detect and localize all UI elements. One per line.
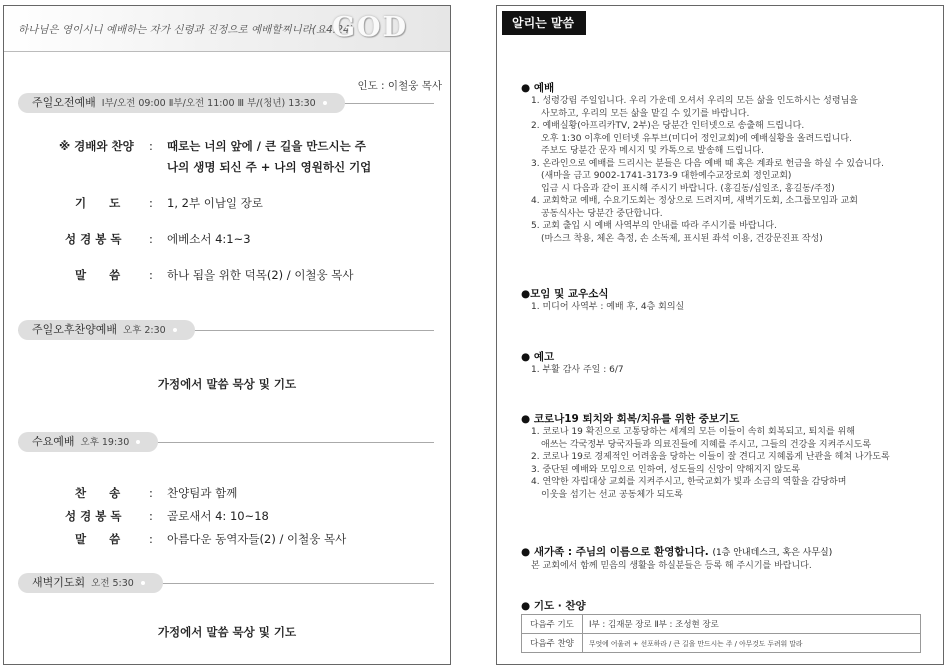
list-item: 공동식사는 당분간 중단합니다.: [541, 208, 663, 219]
panel-header: [4, 6, 450, 52]
list-item: 입금 시 다음과 같이 표시해 주시기 바랍니다. (홍길동/십일조, 홍길동/주정): [541, 183, 835, 194]
list-item: 1. 코로나 19 확진으로 고통당하는 세계의 모든 이들이 속히 회복되고, 퇴치를 위해: [531, 427, 855, 437]
colon-text: :: [149, 139, 153, 153]
order-row-sermon: [59, 267, 354, 283]
list-item: 4. 교회학교 예배, 수요기도회는 정상으로 드려지며, 새벽기도회, 소그룹모임과 교회: [531, 196, 858, 206]
dot-icon: [141, 581, 145, 585]
row-value: 찬양팀과 함께: [167, 486, 238, 500]
row-label: 성 경 봉 독: [65, 509, 122, 523]
row-label: 성 경 봉 독: [65, 232, 122, 246]
row-value: 아름다운 동역자들(2) / 이철웅 목사: [167, 532, 347, 546]
dot-icon: [173, 328, 177, 332]
row-label: 말 씀: [75, 268, 121, 282]
meeting-line: 1. 미디어 사역부 : 예배 후, 4층 회의실: [531, 302, 685, 312]
order-row-wed-sermon: [59, 531, 346, 547]
section-header-wednesday: [18, 432, 434, 452]
god-logo: GOD: [332, 12, 408, 43]
section-title: ● 예배: [521, 82, 555, 94]
list-item: (마스크 착용, 체온 측정, 손 소독제, 표시된 좌석 이용, 건강문진표 작성): [541, 233, 823, 244]
section-title: 주일오전예배: [32, 96, 96, 109]
row-label: 기 도: [75, 196, 121, 210]
list-item: 3. 중단된 예배와 모임으로 인하여, 성도들의 신앙이 약해지지 않도록: [531, 464, 801, 475]
order-row-prayer: [59, 195, 263, 211]
notice-line: 1. 부활 감사 주일 : 6/7: [531, 365, 624, 375]
table-cell-label: 다음주 찬양: [522, 634, 583, 653]
list-item: 3. 온라인으로 예배를 드리시는 분들은 다음 예배 때 혹은 계좌로 헌금을 하실 수 있습니다.: [531, 158, 884, 169]
section-time: 오전 5:30: [91, 578, 134, 589]
dot-icon: [323, 101, 327, 105]
section-header-morning: [18, 93, 434, 113]
newcomer-title-main: ● 새가족 : 주님의 이름으로 환영합니다.: [521, 546, 709, 558]
order-of-service-panel: [3, 5, 451, 665]
section-title: 새벽기도회: [32, 576, 86, 589]
list-item: 주보도 당분간 문자 메시지 및 카톡으로 발송해 드립니다.: [541, 146, 764, 156]
section-title: 주일오후찬양예배: [32, 323, 118, 336]
section-time: 오후 19:30: [80, 437, 130, 448]
order-row-scripture: [59, 231, 251, 247]
colon-text: :: [149, 532, 153, 546]
list-item: 사모하고, 우리의 모든 삶을 맡길 수 있기를 바랍니다.: [541, 108, 750, 119]
section-title: ● 예고: [521, 351, 555, 363]
dot-icon: [136, 440, 140, 444]
section-pill: [18, 320, 195, 340]
list-item: 오후 1:30 이후에 인터넷 유투브(미디어 정인교회)에 예배실황을 올려드립니다.: [541, 133, 852, 144]
row-label: 말 씀: [75, 532, 121, 546]
table-row: [522, 615, 921, 634]
announcements-panel: [496, 5, 944, 665]
dawn-text: 가정에서 말씀 묵상 및 기도: [157, 625, 297, 639]
list-item: 이웃을 섬기는 선교 공동체가 되도록: [541, 489, 683, 500]
list-item: 1. 성령강림 주일입니다. 우리 가운데 오셔서 우리의 모든 삶을 인도하시는 성령님을: [531, 96, 858, 106]
list-item: 2. 코로나 19로 경제적인 어려움을 당하는 이들이 잘 견디고 지혜롭게 난관을 헤쳐 나가도록: [531, 452, 890, 462]
row-value: 1, 2부 이남일 장로: [167, 196, 263, 210]
pray-song-table: [521, 614, 921, 653]
list-item: 4. 연약한 자립대상 교회를 지켜주시고, 한국교회가 빛과 소금의 역할을 감당하며: [531, 477, 847, 487]
section-title: ●모임 및 교우소식: [521, 288, 609, 300]
row-value: 골로새서 4: 10~18: [167, 509, 269, 523]
newcomer-title: [521, 546, 931, 560]
colon-text: :: [149, 486, 153, 500]
colon-text: :: [149, 268, 153, 282]
section-header-afternoon: [18, 320, 434, 340]
colon-text: :: [149, 509, 153, 523]
section-pray-song: [521, 598, 931, 613]
section-pill: [18, 573, 163, 593]
order-row-praise-line2: 나의 생명 되신 주 + 나의 영원하신 기업: [167, 160, 372, 174]
section-pill: [18, 93, 345, 113]
worship-lines: [521, 95, 931, 245]
section-title: ● 기도 · 찬양: [521, 600, 586, 612]
leader-text: 인도 : 이철웅 목사: [357, 80, 442, 92]
list-item: 애쓰는 각국정부 당국자들과 의료진들에 지혜를 주시고, 그들의 건강을 지켜주시도록: [541, 439, 872, 450]
section-meeting: [521, 286, 931, 314]
newcomer-title-note: (1층 안내데스크, 혹은 사무실): [712, 548, 833, 558]
table-cell-value: Ⅰ부 : 김재문 장로 Ⅱ부 : 조성현 장로: [583, 615, 921, 634]
list-item: 5. 교회 출입 시 예배 사역부의 안내를 따라 주시기를 바랍니다.: [531, 221, 777, 231]
prayer-lines: [521, 426, 931, 501]
table-row: [522, 634, 921, 653]
table-cell-label: 다음주 기도: [522, 615, 583, 634]
row-value: 에베소서 4:1~3: [167, 232, 251, 246]
row-label: 찬 송: [75, 486, 121, 500]
order-row-hymn: [59, 485, 237, 501]
section-time: 오후 2:30: [123, 325, 166, 336]
header-verse: 하나님은 영이시니 예배하는 자가 신령과 진정으로 예배할찌니라(요4:24): [18, 24, 354, 36]
section-prayer: [521, 411, 931, 501]
order-row-wed-scripture: [59, 508, 269, 524]
section-title: ● 코로나19 퇴치와 회복/치유를 위한 중보기도: [521, 413, 740, 425]
section-time: Ⅰ부/오전 09:00 Ⅱ부/오전 11:00 Ⅲ 부/(청년) 13:30: [101, 98, 316, 109]
announcements-title: 알리는 말씀: [502, 11, 586, 35]
row-value: 하나 됨을 위한 덕목(2) / 이철웅 목사: [167, 268, 354, 282]
table-cell-value: 무엇에 어울려 + 선포하라 / 큰 길을 만드시는 주 / 아무것도 두려워 말라: [583, 634, 921, 653]
order-row-praise: [59, 138, 366, 154]
section-pill: [18, 432, 158, 452]
section-notice: [521, 349, 931, 377]
newcomer-line: 본 교회에서 함께 믿음의 생활을 하실분들은 등록 해 주시기를 바랍니다.: [531, 560, 812, 571]
list-item: 2. 예배실황(아프리카TV, 2부)은 당분간 인터넷으로 송출해 드립니다.: [531, 121, 805, 131]
list-item: (새마을 금고 9002-1741-3173-9 대한예수교장로회 정인교회): [541, 171, 792, 181]
colon-text: :: [149, 232, 153, 246]
section-header-dawn: [18, 573, 434, 593]
afternoon-text: 가정에서 말씀 묵상 및 기도: [157, 377, 297, 391]
section-worship: [521, 80, 931, 245]
row-label: ※ 경배와 찬양: [59, 139, 134, 153]
section-newcomer: [521, 546, 931, 572]
row-value: 때로는 너의 앞에 / 큰 길을 만드시는 주: [167, 139, 366, 153]
section-title: 수요예배: [32, 435, 75, 448]
colon-text: :: [149, 196, 153, 210]
